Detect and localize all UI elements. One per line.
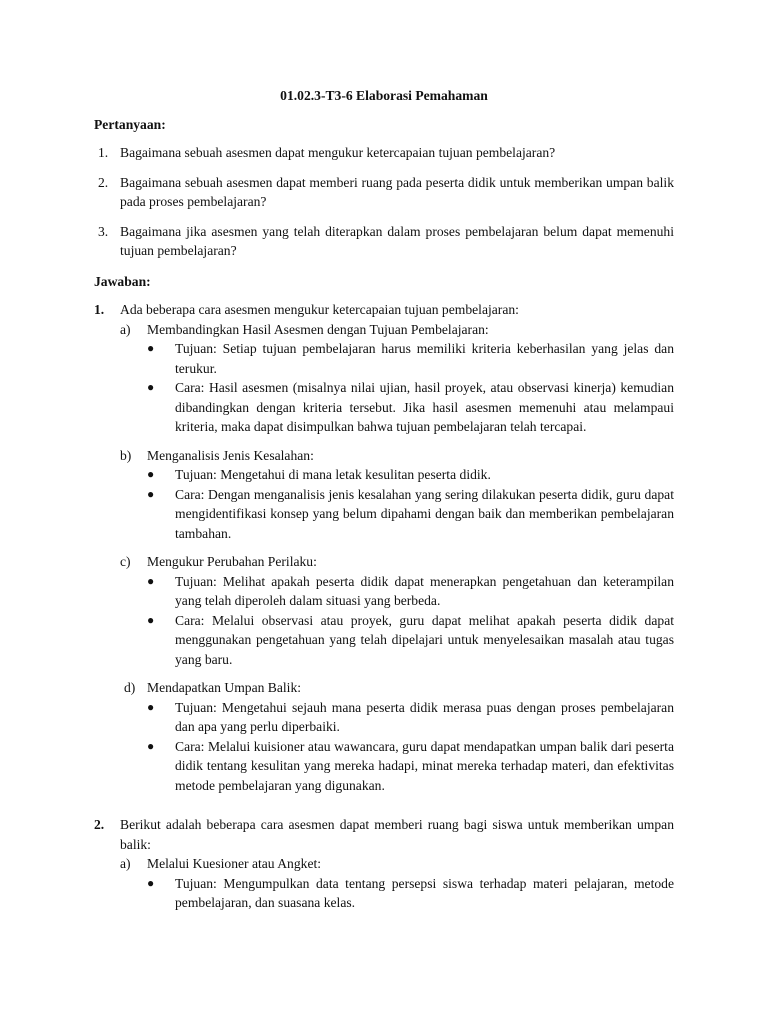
questions-heading: Pertanyaan: bbox=[94, 116, 166, 132]
bullet-icon: ● bbox=[147, 380, 155, 394]
bullet-item bbox=[147, 465, 674, 485]
question-text: Bagaimana sebuah asesmen dapat memberi ruang pada peserta didik untuk memberikan umpan balik pada proses pembelajaran? bbox=[120, 174, 674, 209]
question-number: 3. bbox=[98, 223, 109, 239]
bullet-icon: ● bbox=[147, 738, 155, 753]
bullet-text: Tujuan: Mengetahui sejauh mana peserta didik merasa puas dengan proses pembelajaran dan apa yang perlu diperbaiki. bbox=[175, 699, 674, 734]
sub-point-body bbox=[147, 320, 674, 437]
bullet-item bbox=[147, 485, 674, 544]
sub-point-letter: d) bbox=[124, 680, 136, 695]
sub-point-letter: a) bbox=[120, 856, 131, 871]
bullet-text: Tujuan: Mengetahui di mana letak kesulitan peserta didik. bbox=[175, 467, 491, 482]
sub-point bbox=[120, 320, 674, 437]
answer-item bbox=[94, 815, 674, 922]
sub-point-title: Mendapatkan Umpan Balik: bbox=[147, 680, 302, 695]
answer-intro: Ada beberapa cara asesmen mengukur ketercapaian tujuan pembelajaran: bbox=[120, 302, 519, 317]
bullet-icon: ● bbox=[147, 486, 155, 501]
sub-point-title: Melalui Kuesioner atau Angket: bbox=[147, 856, 322, 871]
sub-point-title: Menganalisis Jenis Kesalahan: bbox=[147, 447, 314, 463]
answer-number: 1. bbox=[94, 302, 105, 317]
question-item bbox=[94, 143, 674, 163]
sub-point-title: Mengukur Perubahan Perilaku: bbox=[147, 554, 317, 569]
sub-point bbox=[120, 678, 674, 795]
bullet-icon: ● bbox=[147, 612, 155, 627]
bullet-icon: ● bbox=[147, 573, 155, 588]
bullet-icon: ● bbox=[147, 699, 155, 714]
answers-heading: Jawaban: bbox=[94, 273, 151, 289]
answer-item bbox=[94, 300, 674, 804]
bullet-text: Cara: Melalui kuisioner atau wawancara, guru dapat mendapatkan umpan balik dari peserta didik tentang kesulitan yang mereka hadapi, minat mereka terhadap materi, dan efektivitas metode pembelajaran yang digunakan. bbox=[175, 738, 674, 793]
bullet-text: Cara: Hasil asesmen (misalnya nilai ujian, hasil proyek, atau observasi kinerja) kemudian dibandingkan dengan kriteria tersebut. Jika hasil asesmen memenuhi atau melampaui kriteria, maka dapat disimpulkan bahwa tujuan pembelajaran telah tercapai. bbox=[175, 380, 674, 434]
question-item bbox=[94, 222, 674, 261]
bullet-item bbox=[147, 378, 674, 437]
sub-point-title: Membandingkan Hasil Asesmen dengan Tujuan Pembelajaran: bbox=[147, 321, 489, 337]
sub-point-body bbox=[147, 678, 674, 795]
sub-point-letter: b) bbox=[120, 447, 132, 463]
question-number: 2. bbox=[98, 174, 109, 190]
bullet-item bbox=[147, 737, 674, 796]
question-number: 1. bbox=[98, 145, 109, 160]
answer-body bbox=[120, 815, 674, 922]
bullet-text: Tujuan: Setiap tujuan pembelajaran harus memiliki kriteria keberhasilan yang jelas dan terukur. bbox=[175, 341, 674, 376]
bullet-icon: ● bbox=[147, 875, 155, 890]
sub-point-letter: a) bbox=[120, 321, 131, 337]
sub-point bbox=[120, 854, 674, 913]
bullet-item bbox=[147, 611, 674, 670]
bullet-item bbox=[147, 339, 674, 378]
bullet-text: Tujuan: Melihat apakah peserta didik dapat menerapkan pengetahuan dan keterampilan yang telah diperoleh dalam situasi yang berbeda. bbox=[175, 573, 674, 608]
question-text: Bagaimana jika asesmen yang telah diterapkan dalam proses pembelajaran belum dapat memenuhi tujuan pembelajaran? bbox=[120, 223, 674, 258]
questions-list bbox=[94, 143, 674, 261]
bullet-text: Tujuan: Mengumpulkan data tentang persepsi siswa terhadap materi pelajaran, metode pembelajaran, dan suasana kelas. bbox=[175, 875, 674, 910]
sub-point-letter: c) bbox=[120, 554, 131, 569]
sub-point-body bbox=[147, 446, 674, 544]
answer-number: 2. bbox=[94, 817, 105, 832]
bullet-icon: ● bbox=[147, 467, 155, 481]
bullet-item bbox=[147, 874, 674, 913]
sub-point bbox=[120, 552, 674, 669]
sub-point bbox=[120, 446, 674, 544]
bullet-item bbox=[147, 698, 674, 737]
bullet-item bbox=[147, 572, 674, 611]
sub-point-body bbox=[147, 854, 674, 913]
bullet-icon: ● bbox=[147, 341, 155, 355]
answer-intro: Berikut adalah beberapa cara asesmen dapat memberi ruang bagi siswa untuk memberikan umpan balik: bbox=[120, 817, 674, 852]
sub-point-body bbox=[147, 552, 674, 669]
question-item bbox=[94, 173, 674, 212]
bullet-text: Cara: Melalui observasi atau proyek, guru dapat melihat apakah peserta didik dapat menggunakan pengetahuan yang telah dipelajari untuk menyelesaikan masalah atau tugas yang baru. bbox=[175, 612, 674, 667]
bullet-text: Cara: Dengan menganalisis jenis kesalahan yang sering dilakukan peserta didik, guru dapat mengidentifikasi konsep yang belum dipahami dengan baik dan memberikan pembelajaran tambahan. bbox=[175, 486, 674, 541]
document-title: 01.02.3-T3-6 Elaborasi Pemahaman bbox=[280, 88, 488, 103]
answer-body bbox=[120, 300, 674, 804]
question-text: Bagaimana sebuah asesmen dapat mengukur ketercapaian tujuan pembelajaran? bbox=[120, 145, 556, 160]
